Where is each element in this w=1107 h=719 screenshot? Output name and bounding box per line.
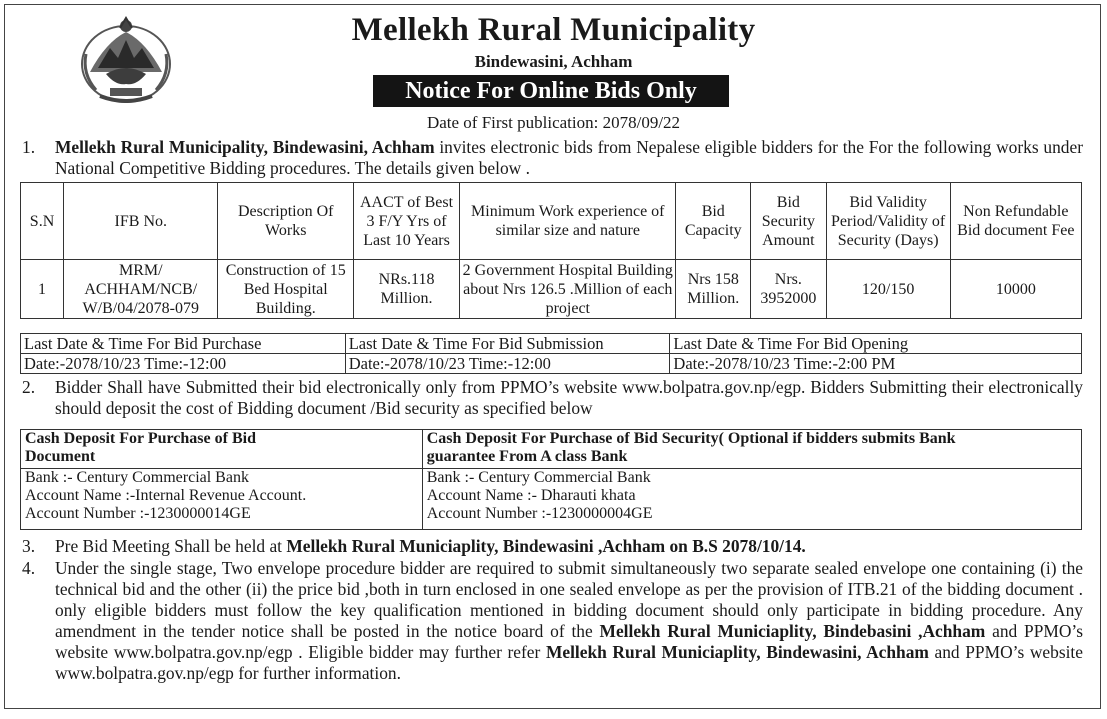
paragraph-3	[22, 536, 1083, 557]
cell-doc-fee: 10000	[950, 260, 1081, 319]
deadline-submission-label: Last Date & Time For Bid Submission	[345, 334, 670, 354]
deadline-purchase-value: Date:-2078/10/23 Time:-12:00	[21, 354, 346, 374]
header-bid-validity: Bid Validity Period/Validity of Security (Days)	[826, 183, 950, 260]
account-number: Account Number :-1230000004GE	[426, 505, 653, 522]
deadline-purchase-label: Last Date & Time For Bid Purchase	[21, 334, 346, 354]
paragraph-body: invites electronic bids from Nepalese eligible bidders for the For the following works under National Competitive Bidding procedures. The details given below .	[55, 137, 1083, 178]
deadline-opening-value: Date:-2078/10/23 Time:-2:00 PM	[670, 354, 1082, 374]
paragraph-number: 2.	[22, 377, 36, 397]
paragraph-body: and PPMO’s website www.bolpatra.gov.np/egp for further information.	[55, 642, 1083, 683]
bid-document-deposit-header: Cash Deposit For Purchase of Bid Document	[21, 430, 423, 469]
header-description: Description Of Works	[218, 183, 354, 260]
paragraph-1	[22, 137, 1083, 179]
deadline-table	[20, 333, 1082, 374]
header-sn: S.N	[21, 183, 64, 260]
paragraph-body: Under the single stage, Two envelope procedure bidder are required to submit simultaneously two separate sealed envelope one containing (i) the technical bid and the other (ii) the price bid ,both in turn enclosed in one sealed envelope as per the provision of ITB.21 of the bidding document . only eligible bidders must follow the key qualification mentioned in bidding document should only participate in bidding procedure. Any amendment in the tender notice shall be posted in the notice board of the	[55, 558, 1083, 641]
paragraph-body: and PPMO’s website www.bolpatra.gov.np/egp . Eligible bidder may further refer	[55, 621, 1084, 662]
paragraph-text	[55, 558, 1083, 684]
paragraph-text: Bidder Shall have Submitted their bid electronically only from PPMO’s website www.bolpatra.gov.np/egp. Bidders Submitting their electronically should deposit the cost of Bidding document /Bid security as specified below	[55, 377, 1083, 418]
municipality-name: Mellekh Rural Municiaplity, Bindewasini, Achham	[545, 642, 929, 662]
header-bid-security: Bid Security Amount	[751, 183, 827, 260]
page-subtitle: Bindewasini, Achham	[474, 52, 633, 71]
bid-details-table	[20, 182, 1082, 319]
header-ifb-no: IFB No.	[64, 183, 218, 260]
meeting-details: Mellekh Rural Municiaplity, Bindewasini ,Achham on B.S 2078/10/14.	[286, 536, 806, 556]
account-number: Account Number :-1230000014GE	[25, 505, 251, 522]
deadline-opening-label: Last Date & Time For Bid Opening	[670, 334, 1082, 354]
paragraph-number: 4.	[22, 558, 36, 578]
paragraph-number: 3.	[22, 536, 36, 556]
municipality-name: Mellekh Rural Municiaplity, Bindebasini ,Achham	[599, 621, 986, 641]
table-row	[21, 260, 1082, 319]
account-name: Account Name :- Dharauti khata	[426, 487, 636, 504]
publication-date: Date of First publication: 2078/09/22	[426, 113, 681, 132]
bank-header-row	[21, 430, 1082, 469]
header-bid-capacity: Bid Capacity	[676, 183, 751, 260]
cell-sn: 1	[21, 260, 64, 319]
header-doc-fee: Non Refundable Bid document Fee	[950, 183, 1081, 260]
deadline-value-row	[21, 354, 1082, 374]
bid-security-deposit-header: Cash Deposit For Purchase of Bid Security( Optional if bidders submits Bank guarantee From A class Bank	[422, 430, 1081, 469]
paragraph-text	[55, 137, 1083, 179]
deadline-submission-value: Date:-2078/10/23 Time:-12:00	[345, 354, 670, 374]
page-title: Mellekh Rural Municipality	[351, 12, 756, 48]
paragraph-body: Pre Bid Meeting Shall be held at	[55, 536, 287, 556]
bank-name: Bank :- Century Commercial Bank	[25, 469, 249, 486]
cell-min-experience: 2 Government Hospital Building about Nrs 126.5 .Million of each project	[460, 260, 676, 319]
cell-description: Construction of 15 Bed Hospital Building.	[218, 260, 354, 319]
cell-aact: NRs.118 Million.	[353, 260, 459, 319]
bank-deposit-table	[20, 429, 1082, 530]
table-header-row	[21, 183, 1082, 260]
cell-bid-security: Nrs. 3952000	[751, 260, 827, 319]
cell-bid-validity: 120/150	[826, 260, 950, 319]
paragraph-number: 1.	[22, 137, 36, 157]
bid-document-bank-details	[21, 469, 423, 530]
cell-ifb-no: MRM/ ACHHAM/NCB/ W/B/04/2078-079	[64, 260, 218, 319]
municipality-name: Mellekh Rural Municipality, Bindewasini, Achham	[55, 137, 435, 157]
bank-details-row	[21, 469, 1082, 530]
paragraph-4	[22, 558, 1083, 690]
header-min-experience: Minimum Work experience of similar size and nature	[460, 183, 676, 260]
paragraph-text	[55, 536, 1083, 557]
header-aact: AACT of Best 3 F/Y Yrs of Last 10 Years	[353, 183, 459, 260]
cell-bid-capacity: Nrs 158 Million.	[676, 260, 751, 319]
bid-security-bank-details	[422, 469, 1081, 530]
notice-banner: Notice For Online Bids Only	[373, 75, 729, 107]
deadline-header-row	[21, 334, 1082, 354]
bank-name: Bank :- Century Commercial Bank	[426, 469, 651, 486]
account-name: Account Name :-Internal Revenue Account.	[25, 487, 307, 504]
paragraph-2	[22, 377, 1083, 419]
